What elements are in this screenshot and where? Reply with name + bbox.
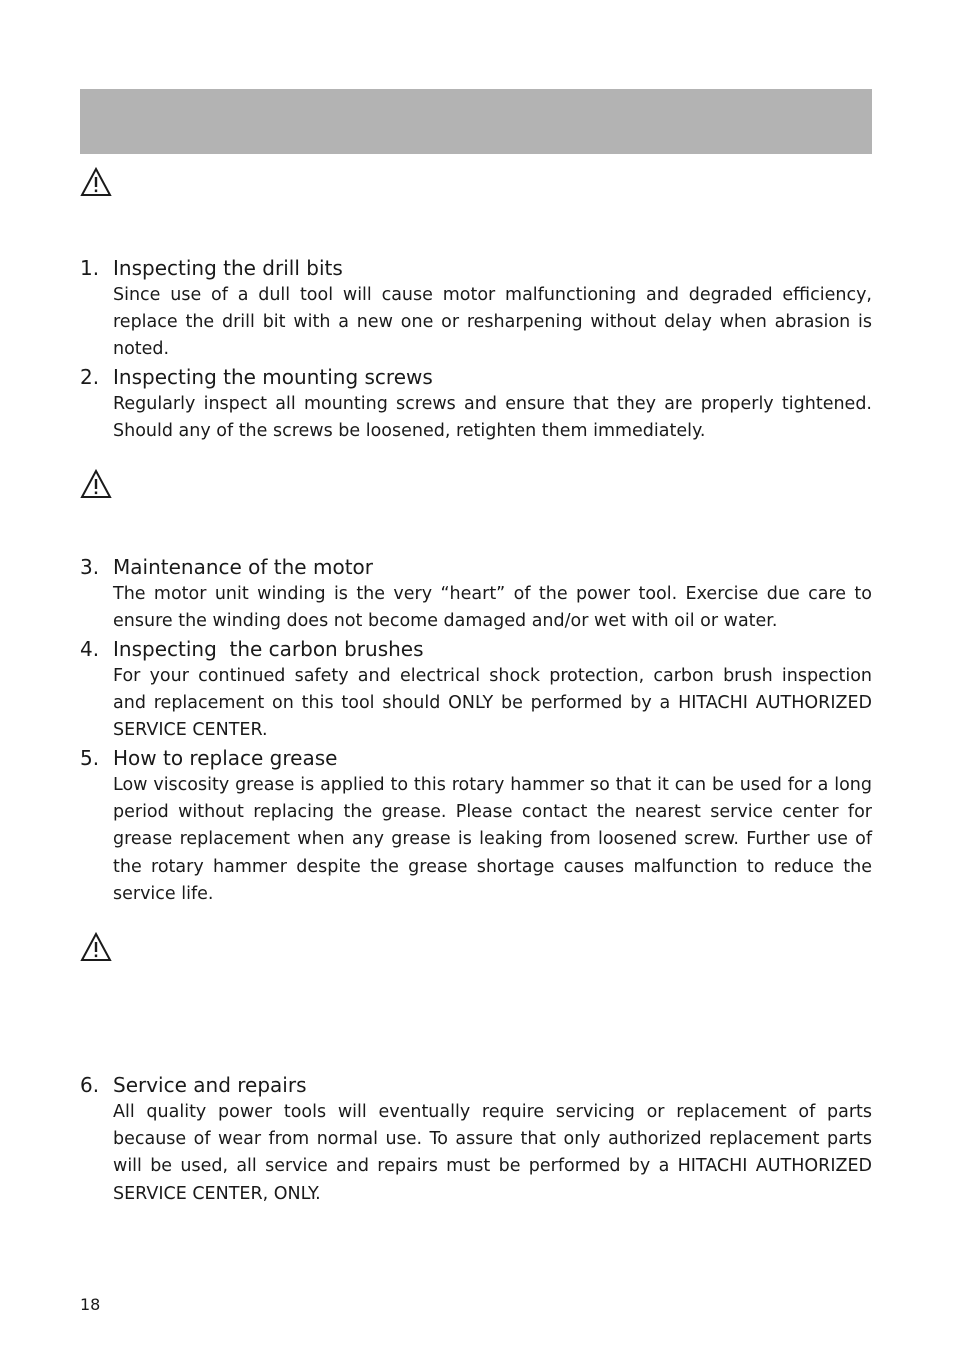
item-body: Regularly inspect all mounting screws and ensure that they are properly tightened. Should any of the screws be loosened, retighten them immediately.: [113, 394, 872, 442]
item-body: All quality power tools will eventually require servicing or replacement of parts because of wear from normal use. To assure that only authorized replacement parts will be used, all service and repairs must be performed by a HITACHI AUTHORIZED SERVICE CENTER, ONLY.: [113, 1102, 872, 1204]
item-title: Service and repairs: [113, 1073, 307, 1097]
warning-icon: [80, 469, 112, 499]
item-number: 4.: [80, 637, 100, 661]
item-number: 3.: [80, 555, 100, 579]
item-number: 1.: [80, 256, 100, 280]
maintenance-item-5: [80, 745, 872, 908]
item-title: Inspecting the drill bits: [113, 256, 343, 280]
item-title: Maintenance of the motor: [113, 555, 373, 579]
item-title: Inspecting the mounting screws: [113, 365, 433, 389]
item-number: 6.: [80, 1073, 100, 1097]
maintenance-item-2: [80, 364, 872, 445]
warning-icon: [80, 932, 112, 962]
maintenance-item-4: [80, 636, 872, 745]
item-title: How to replace grease: [113, 746, 338, 770]
maintenance-item-6: [80, 1072, 872, 1208]
item-body: Since use of a dull tool will cause motor malfunctioning and degraded efficiency, replace the drill bit with a new one or resharpening without delay when abrasion is noted.: [113, 285, 872, 360]
page-number: 18: [80, 1295, 101, 1314]
maintenance-item-3: [80, 554, 872, 635]
item-body: For your continued safety and electrical shock protection, carbon brush inspection and replacement on this tool should ONLY be performed by a HITACHI AUTHORIZED SERVICE CENTER.: [113, 666, 872, 741]
item-number: 2.: [80, 365, 100, 389]
item-number: 5.: [80, 746, 100, 770]
warning-icon: [80, 167, 112, 197]
section-title-bar: [80, 89, 872, 154]
maintenance-item-1: [80, 255, 872, 364]
item-title: Inspecting the carbon brushes: [113, 637, 424, 661]
item-body: The motor unit winding is the very “heart” of the power tool. Exercise due care to ensure the winding does not become damaged and/or wet with oil or water.: [113, 584, 872, 632]
item-body: Low viscosity grease is applied to this rotary hammer so that it can be used for a long period without replacing the grease. Please contact the nearest service center for grease replacement when any grease is leaking from loosened screw. Further use of the rotary hammer despite the grease shortage causes malfunction to reduce the service life.: [113, 775, 872, 904]
